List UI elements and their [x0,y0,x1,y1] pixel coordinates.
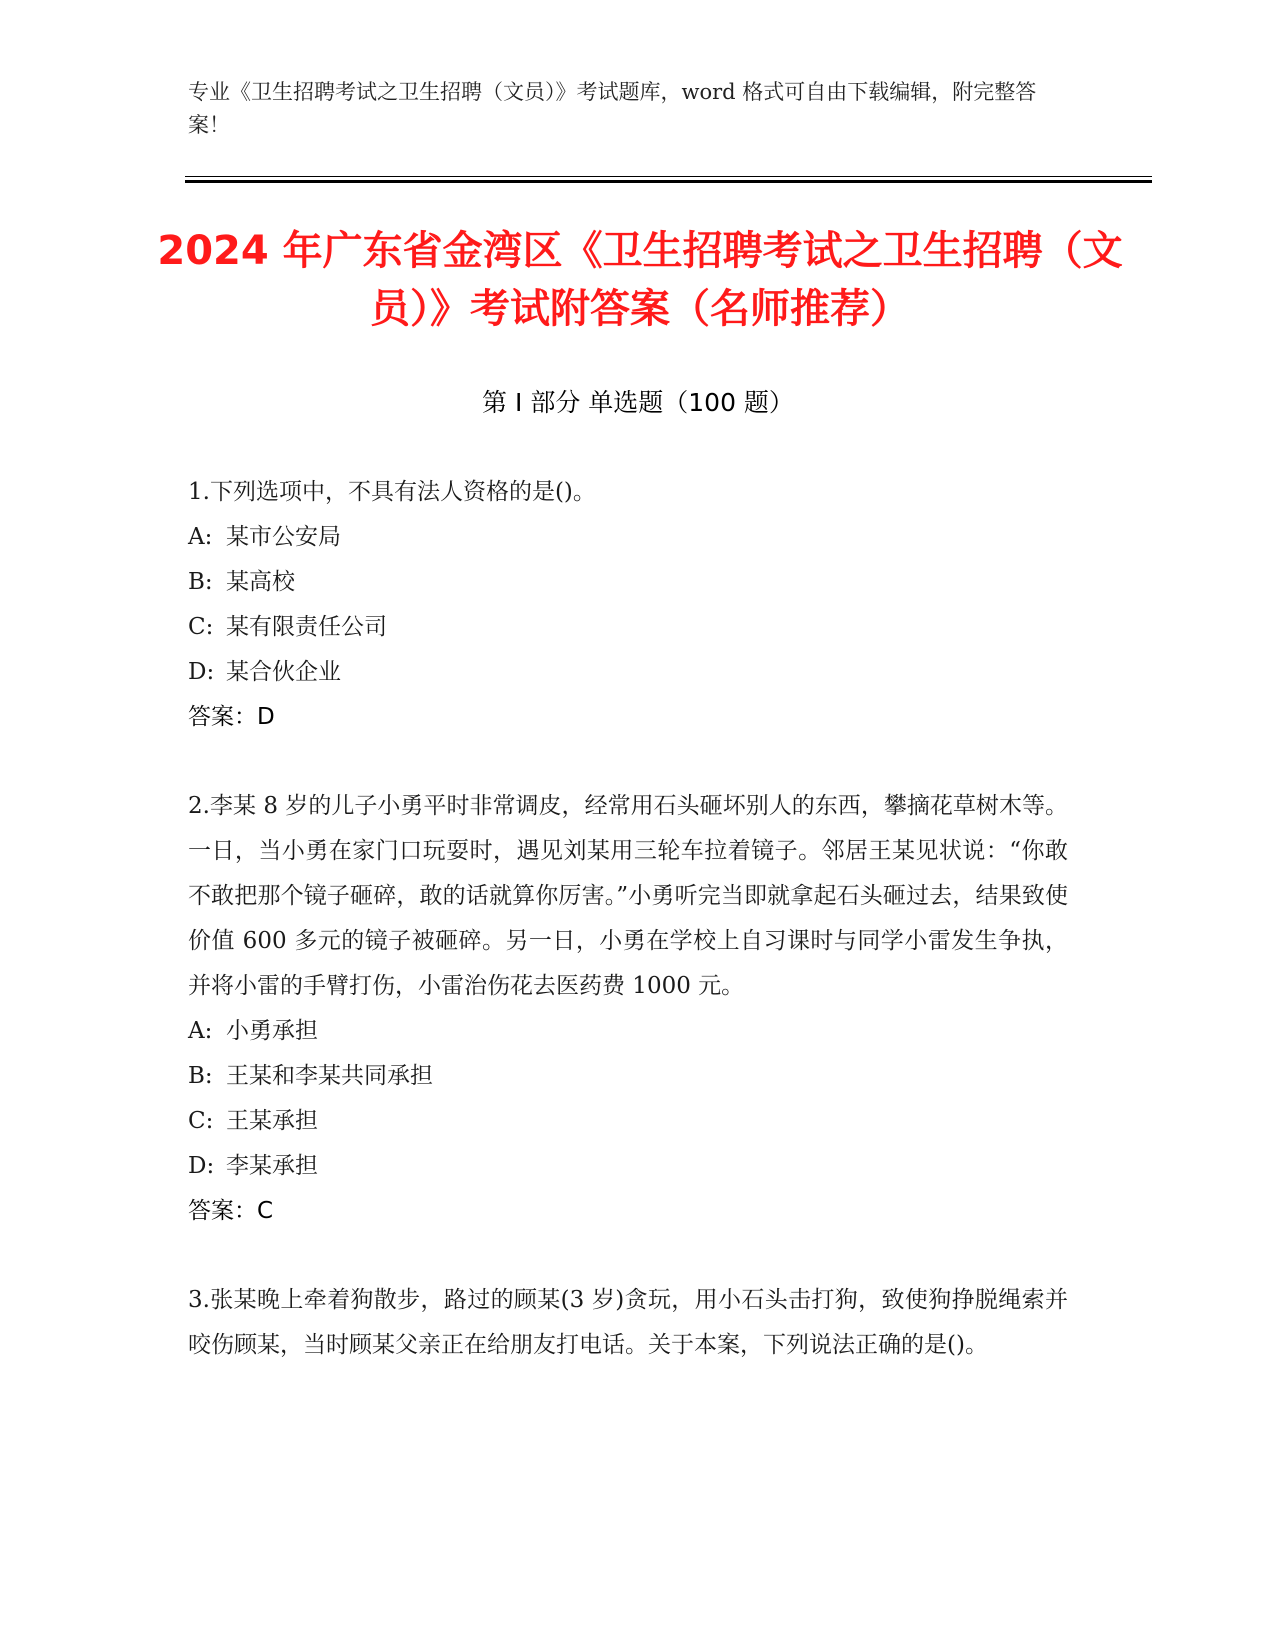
option-label: D: [188,1153,215,1179]
option-label: A: [188,1018,213,1044]
option-d [188,1144,1068,1189]
option-a [188,515,1068,560]
option-label: C: [188,1108,214,1134]
question-3 [188,1278,1068,1368]
option-label: A: [188,524,213,550]
section-title: 第 I 部分 单选题（100 题） [482,388,794,417]
question-1 [188,470,1068,740]
answer-line: 答案：C [188,1198,274,1224]
option-text: 某市公安局 [226,524,341,550]
question-text: 3.张某晚上牵着狗散步，路过的顾某(3 岁)贪玩，用小石头击打狗，致使狗挣脱绳索并咬伤顾某，当时顾某父亲正在给朋友打电话。关于本案，下列说法正确的是()。 [188,1287,1068,1358]
option-text: 某有限责任公司 [226,614,387,640]
option-d [188,650,1068,695]
option-text: 某高校 [226,569,295,595]
question-text: 1.下列选项中，不具有法人资格的是()。 [188,479,596,505]
question-list [188,470,1068,1412]
option-label: C: [188,614,214,640]
header-divider-thin [185,176,1152,177]
option-text: 王某承担 [226,1108,318,1134]
option-label: B: [188,569,213,595]
option-label: B: [188,1063,213,1089]
header-divider-thick [185,180,1152,183]
option-text: 某合伙企业 [226,659,341,685]
option-c [188,605,1068,650]
option-text: 王某和李某共同承担 [226,1063,433,1089]
question-2 [188,784,1068,1234]
option-text: 李某承担 [226,1153,318,1179]
header-note: 专业《卫生招聘考试之卫生招聘（文员）》考试题库，word 格式可自由下载编辑，附完整答案！ [188,80,1037,137]
answer-line: 答案：D [188,704,275,730]
option-b [188,560,1068,605]
document-title: 2024 年广东省金湾区《卫生招聘考试之卫生招聘（文员）》考试附答案（名师推荐） [157,228,1123,332]
option-a [188,1009,1068,1054]
option-label: D: [188,659,215,685]
option-c [188,1099,1068,1144]
option-b [188,1054,1068,1099]
question-text: 2.李某 8 岁的儿子小勇平时非常调皮，经常用石头砸坏别人的东西，攀摘花草树木等。一日，当小勇在家门口玩耍时，遇见刘某用三轮车拉着镜子。邻居王某见状说：“你敢不敢把那个镜子砸碎，敢的话就算你厉害。”小勇听完当即就拿起石头砸过去，结果致使价值 600 多元的镜子被砸碎。另一日，小勇在学校上自习课时与同学小雷发生争执，并将小雷的手臂打伤，小雷治伤花去医药费 1000 元。 [188,793,1068,999]
option-text: 小勇承担 [226,1018,318,1044]
